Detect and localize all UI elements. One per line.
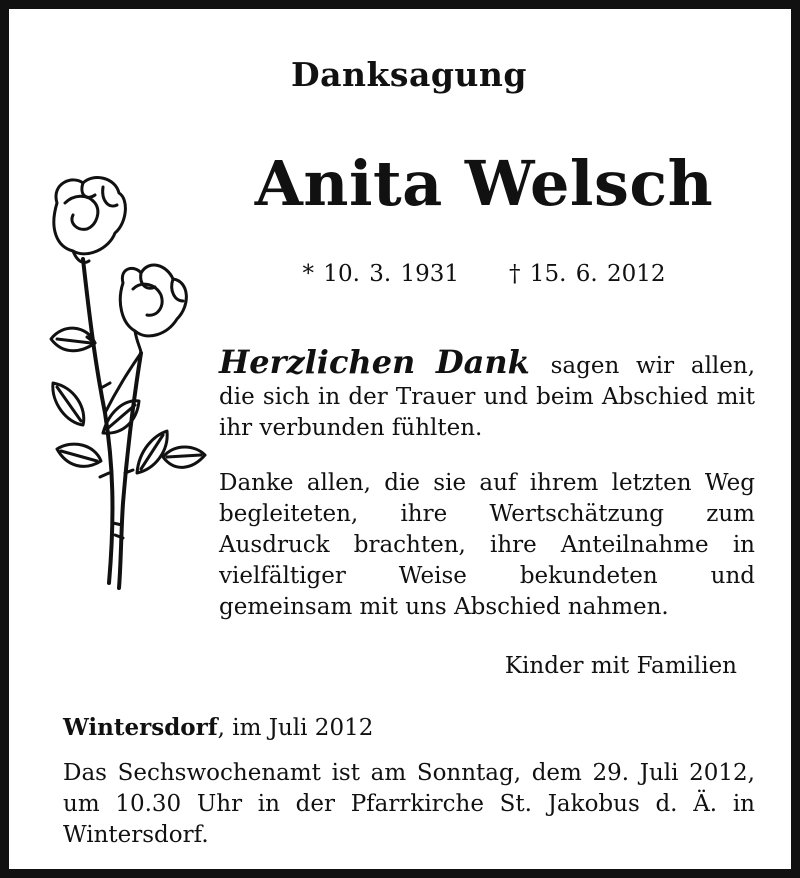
thanks-lead: Herzlichen Dank — [219, 343, 530, 381]
place-date — [63, 714, 373, 741]
mass-info: Das Sechswochenamt ist am Sonntag, dem 29. Juli 2012, um 10.30 Uhr in der Pfarrkirche St. Jakobus d. Ä. in Wintersdorf. — [63, 760, 755, 848]
place-date-text: , im Juli 2012 — [217, 715, 374, 741]
rose-drawing-icon — [43, 173, 209, 593]
deceased-name: Anita Welsch — [254, 147, 714, 220]
death-date: † 15. 6. 2012 — [509, 261, 666, 287]
thanks-paragraph-2: Danke allen, die sie auf ihrem letzten Weg begleiteten, ihre Wertschätzung zum Ausdruck brachten, ihre Anteilnahme in vielfältiger Weise bekundeten und gemeinsam mit uns Abschied nahmen. — [219, 470, 755, 620]
thanks-paragraph — [219, 343, 756, 444]
thanks-text: sagen wir allen, die sich in der Trauer und beim Abschied mit ihr verbunden fühlten. — [219, 353, 756, 441]
birth-date: * 10. 3. 1931 — [302, 261, 459, 287]
signature: Kinder mit Familien — [504, 653, 737, 679]
notice-heading: Danksagung — [291, 55, 527, 94]
life-dates — [159, 261, 800, 287]
place-name: Wintersdorf — [63, 714, 218, 741]
